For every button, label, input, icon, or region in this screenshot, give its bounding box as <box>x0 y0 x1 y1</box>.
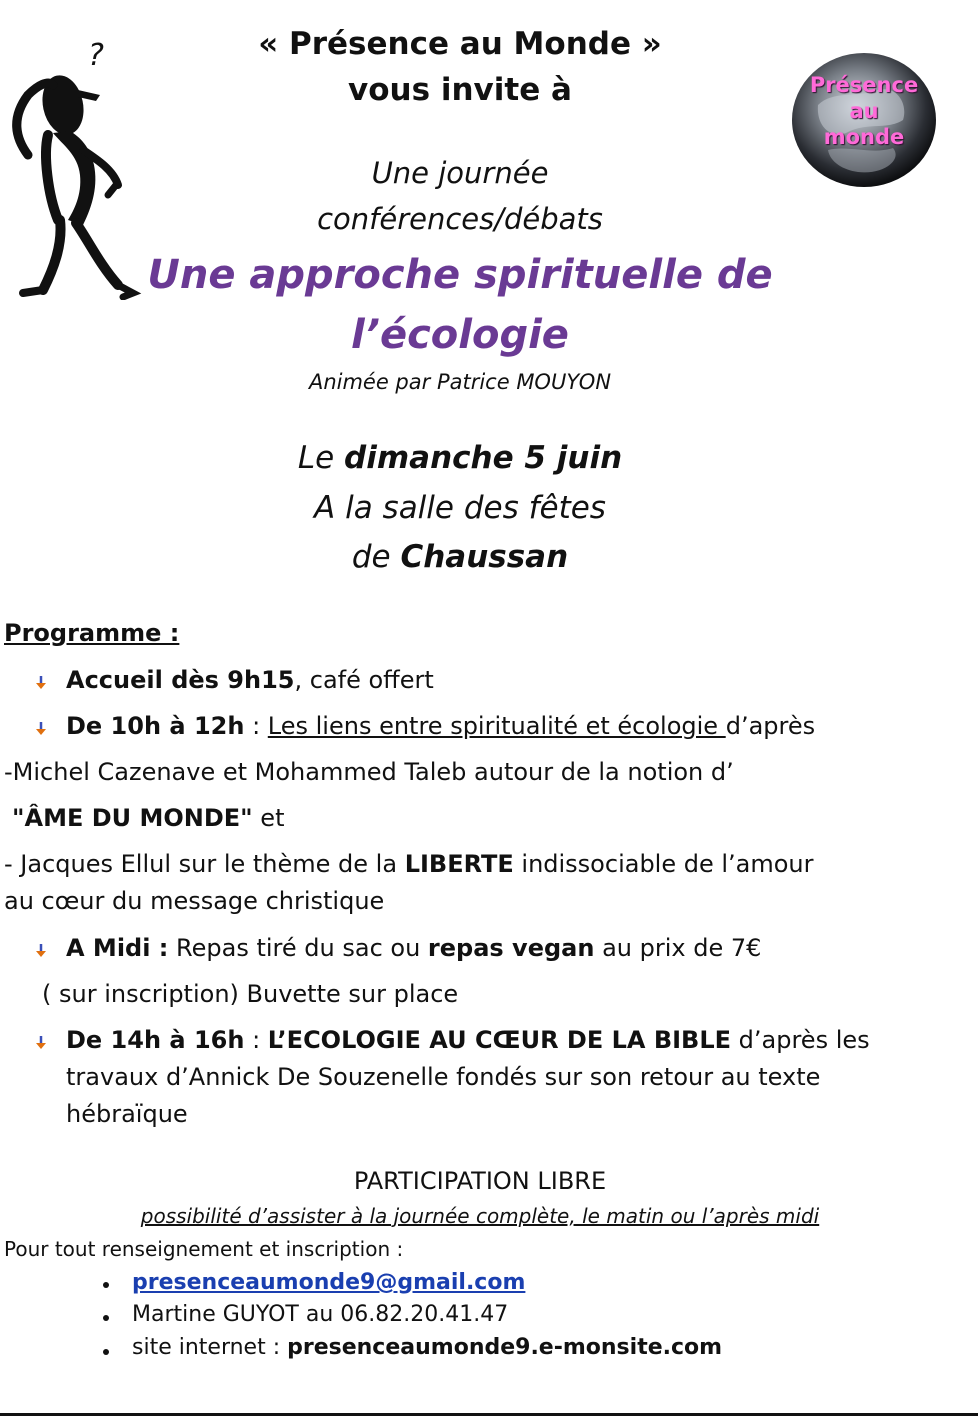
event-subtitle-1: Une journée <box>371 156 549 190</box>
program-heading: Programme : <box>4 619 180 647</box>
arrow-bullet-icon <box>34 1035 48 1051</box>
attendance-options: possibilité d’assister à la journée complète, le matin ou l’après midi <box>140 1204 820 1228</box>
program-cazenave-line: -Michel Cazenave et Mohammed Taleb autour de la notion d’ <box>4 758 734 786</box>
arrow-bullet-icon <box>34 943 48 959</box>
program-item-morning-time: De 10h à 12h <box>66 712 245 740</box>
svg-text:?: ? <box>88 38 104 73</box>
logo-text-au: au <box>849 99 879 123</box>
event-place-town: Chaussan <box>400 539 569 575</box>
website-label: site internet : <box>132 1335 288 1360</box>
event-title-line-1: Une approche spirituelle de <box>147 252 773 298</box>
contact-phone: Martine GUYOT au 06.82.20.41.47 <box>132 1302 509 1327</box>
logo-text-monde: monde <box>823 125 905 149</box>
arrow-bullet-icon <box>34 721 48 737</box>
event-date-value: dimanche 5 juin <box>344 440 623 476</box>
event-date-prefix: Le <box>297 440 345 476</box>
program-item-welcome <box>66 666 434 694</box>
program-item-lunch-text-2: au prix de 7€ <box>594 934 762 962</box>
header-organization: « Présence au Monde » <box>258 26 662 62</box>
logo-text-presence: Présence <box>809 73 919 97</box>
program-item-afternoon-topic: L’ECOLOGIE AU CŒUR DE LA BIBLE <box>267 1026 732 1054</box>
program-item-morning-sep: : <box>244 712 268 740</box>
program-ellul-text-1: - Jacques Ellul sur le thème de la <box>4 850 405 878</box>
program-ame-du-monde-rest: et <box>252 804 285 832</box>
info-heading: Pour tout renseignement et inscription : <box>4 1237 404 1261</box>
list-bullet <box>103 1282 109 1288</box>
program-item-afternoon-rest: d’après les <box>731 1026 870 1054</box>
event-place-2 <box>160 539 760 575</box>
program-item-welcome-time: Accueil dès 9h15 <box>66 666 295 694</box>
bottom-rule <box>0 1413 978 1416</box>
participation-libre: PARTICIPATION LIBRE <box>353 1167 607 1195</box>
presence-au-monde-logo <box>788 50 940 190</box>
header-invites: vous invite à <box>348 72 572 108</box>
program-item-afternoon-line-3: hébraïque <box>66 1100 188 1128</box>
program-ellul-text-2: indissociable de l’amour <box>513 850 814 878</box>
program-ame-du-monde-line <box>12 804 284 832</box>
event-place-prefix: de <box>351 539 401 575</box>
event-animator: Animée par Patrice MOUYON <box>308 370 612 394</box>
program-item-welcome-text: , café offert <box>294 666 434 694</box>
program-item-morning <box>66 712 815 740</box>
program-ellul-line-2: au cœur du message christique <box>4 887 385 915</box>
program-ellul-line <box>4 850 814 878</box>
event-title-line-2: l’écologie <box>351 312 569 358</box>
program-item-lunch-time: A Midi : <box>66 934 169 962</box>
program-item-lunch-vegan: repas vegan <box>427 934 595 962</box>
event-date <box>160 440 760 476</box>
program-item-afternoon-time: De 14h à 16h <box>66 1026 245 1054</box>
program-item-afternoon <box>66 1026 870 1054</box>
list-bullet <box>103 1315 109 1321</box>
program-item-afternoon-line-2: travaux d’Annick De Souzenelle fondés sur son retour au texte <box>66 1063 821 1091</box>
program-item-morning-topic: Les liens entre spiritualité et écologie <box>267 712 726 740</box>
website-line <box>132 1335 722 1360</box>
program-item-lunch-text-1: Repas tiré du sac ou <box>168 934 428 962</box>
program-ellul-liberte: LIBERTE <box>404 850 514 878</box>
program-item-afternoon-sep: : <box>244 1026 268 1054</box>
website-url: presenceaumonde9.e-monsite.com <box>287 1335 723 1360</box>
list-bullet <box>103 1349 109 1355</box>
program-item-lunch-line-2: ( sur inscription) Buvette sur place <box>42 980 459 1008</box>
event-place-1: A la salle des fêtes <box>314 490 606 526</box>
email-link[interactable]: presenceaumonde9@gmail.com <box>132 1270 526 1295</box>
event-subtitle-2: conférences/débats <box>317 202 603 236</box>
arrow-bullet-icon <box>34 675 48 691</box>
program-ame-du-monde: "ÂME DU MONDE" <box>12 804 253 832</box>
program-item-morning-rest: d’après <box>725 712 816 740</box>
program-item-lunch <box>66 934 761 962</box>
